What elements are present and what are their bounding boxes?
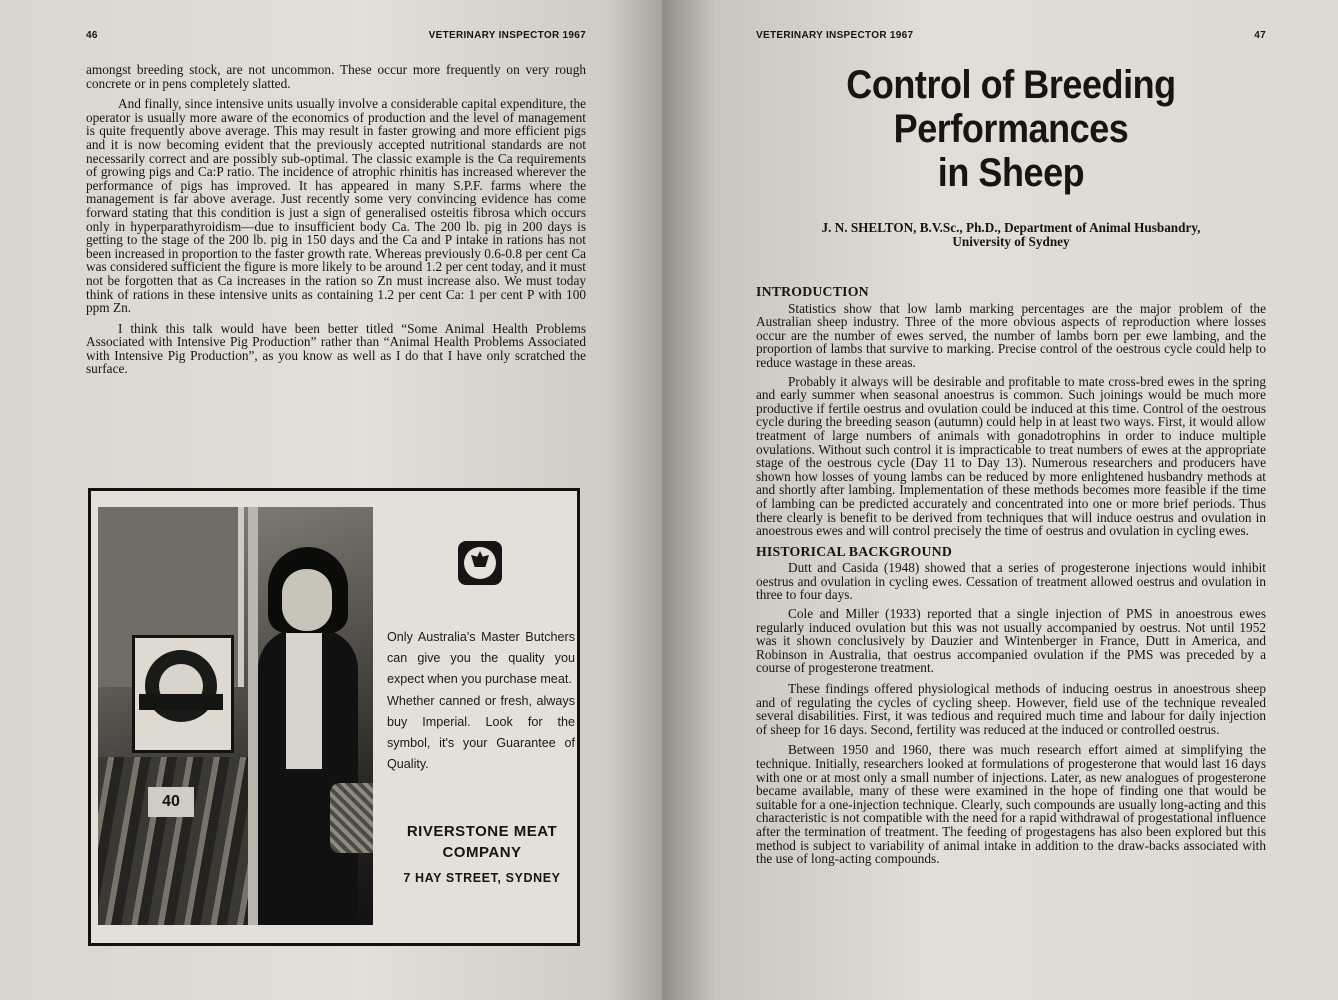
left-paragraph-2: And finally, since intensive units usually involve a considerable capital expenditure, the operator is usually more aware of the economics of production and the level of management is quite frequently above average. This may result in faster growing and more efficient pigs and it is now becoming evident that the previously accepted nutritional standards are not necessarily correct and are possibly sub-optimal. The classic example is the Ca requirements of growing pigs and Ca:P ratio. The incidence of atrophic rhinitis has increased wherever the performance of pigs has improved. It has appeared in many S.P.F. farms where the management is far above average. Just recently some very convincing evidence has come forward stating that this condition is just a sign of generalised osteitis fibrosa which occurs only in hyperparathyroidism—due to insufficient body Ca. The 200 lb. pig in 200 days is getting to the stage of the 200 lb. pig in 150 days and the Ca and P intake in rations has not been increased in proportion to the faster growth rate. Whereas previously 0.6-0.8 per cent Ca was considered sufficient the figure is more likely to be around 1.2 per cent today, and it must not be forgotten that as Ca increases in the ration so Zn must increase also. We must today think of rations in these intensive units as containing 1.2 per cent Ca: 1 per cent P with 100 ppm Zn.	[86, 96, 586, 316]
intro-paragraph-2: Probably it always will be desirable and profitable to mate cross-bred ewes in the spring and early summer when seasonal anoestrus is common. Such joinings would be much more productive if fertile oestrus and ovulation could be induced at this time. Control of the oestrous cycle during the breeding season (autumn) could help in at least two ways. First, it would allow treatment of large numbers of animals with gonadotrophins in order to induce multiple ovulations. Without such control it is impracticable to treat numbers of ewes at the appropriate stage of the oestrous cycle (Day 11 to Day 13). Numerous researchers and producers have shown how losses of young lambs can be reduced by more enlightened husbandry methods at and shortly after lambing. Implementation of these methods becomes more feasible if the time of lambing can be predicted accurately and concentrated into one or more brief periods. Thus there clearly is benefit to be derived from techniques that will induce oestrus and ovulation in anoestrous ewes and will control precisely the time of oestrus and ovulation in cycling ewes.	[756, 373, 1266, 539]
authorised-imperial-butcher-sign	[132, 635, 234, 753]
article-title-line-1: Control of Breeding Performances	[846, 63, 1176, 151]
right-page	[662, 0, 1338, 1000]
history-paragraph-3: These findings offered physiological methods of inducing oestrus in anoestrous sheep and of regulating the cycles of cycling sheep. However, field use of the technique revealed several disabilities. First, it was tedious and required much time and labour for daily injection of sheep for 16 days. Second, fertility was reduced at the induced or controlled oestrus.	[756, 681, 1266, 737]
advert-company-name	[389, 821, 575, 863]
right-running-head	[756, 30, 1266, 41]
history-paragraph-1: Dutt and Casida (1948) showed that a series of progesterone injections would inhibit oestrus and ovulation in cycling ewes. Cessation of treatment allowed oestrus and ovulation in three to four days.	[756, 560, 1266, 603]
right-journal-title: VETERINARY INSPECTOR 1967	[756, 30, 914, 41]
article-title-line-2: in Sheep	[937, 151, 1085, 195]
byline-line-1: J. N. SHELTON, B.V.Sc., Ph.D., Department of Animal Husbandry,	[821, 220, 1201, 235]
imperial-crown-logo-icon	[458, 541, 502, 585]
left-page-number: 46	[86, 30, 98, 41]
article-title	[782, 63, 1241, 195]
advert-copy	[387, 627, 575, 777]
left-journal-title: VETERINARY INSPECTOR 1967	[428, 30, 586, 41]
left-page	[0, 0, 662, 1000]
section-heading-historical-background: HISTORICAL BACKGROUND	[756, 543, 952, 559]
section-heading-introduction: INTRODUCTION	[756, 284, 869, 299]
advert-address: 7 HAY STREET, SYDNEY	[403, 871, 561, 885]
advert-copy-1: Only Australia's Master Butchers can give you the quality you expect when you purchase meat.	[387, 630, 575, 686]
price-tag: 40	[148, 787, 194, 817]
left-paragraph-1: amongst breeding stock, are not uncommon. These occur more frequently on very rough concrete or in pens completely slatted.	[86, 62, 586, 91]
left-running-head	[86, 30, 586, 41]
riverstone-advert	[88, 488, 580, 946]
history-paragraph-4: Between 1950 and 1960, there was much research effort aimed at simplifying the technique. Initially, researchers looked at formulations of progesterone that would last 16 days with one or at most only a small number of injections. Later, as new analogues of progesterone became available, many of these were examined in the hope of finding one that would be suitable for a one-injection technique. Clearly, such compounds are usually long-acting and this characteristic is not compatible with the need for a rapid withdrawal of progestational influence after the termination of treatment. The feeding of progestagens has also been explored but this method is subject to variability of animal intake in addition to the draw-backs associated with the use of long-acting compounds.	[756, 742, 1266, 867]
right-page-number: 47	[1254, 30, 1266, 41]
company-line-1: RIVERSTONE MEAT	[406, 823, 558, 840]
shopping-basket	[330, 783, 373, 853]
company-line-2: COMPANY	[442, 844, 522, 861]
left-body-text	[86, 63, 586, 376]
byline-line-2: University of Sydney	[952, 234, 1070, 249]
left-paragraph-3: I think this talk would have been better titled “Some Animal Health Problems Associated with Intensive Pig Production” rather than “Animal Health Problems Associated with Intensive Pig Production”, as you know as well as I do that I have only scratched the surface.	[86, 320, 586, 377]
advert-photo	[98, 507, 373, 925]
intro-paragraph-1: Statistics show that low lamb marking percentages are the major problem of the Australian sheep industry. Three of the more obvious aspects of reproduction where losses occur are the number of ewes served, the number of lambs born per ewe lambing, and the proportion of lambs that survive to marking. Precise control of the oestrous cycle could help to reduce wastage in these areas.	[756, 300, 1266, 370]
advert-copy-2: Whether canned or fresh, always buy Imperial. Look for the symbol, it's your Guarantee of Quality.	[387, 694, 575, 771]
author-byline	[756, 221, 1266, 249]
right-body-text	[756, 285, 1266, 866]
history-paragraph-2: Cole and Miller (1933) reported that a single injection of PMS in anoestrous ewes regularly induced ovulation but this was not usually accompanied by oestrus. Not until 1952 was it shown conclusively by Dauzier and Wintenberger in France, Dutt in America, and Robinson in Australia, that oestrus accompanied ovulation if the PMS was preceded by a course of progesterone treatment.	[756, 606, 1266, 676]
